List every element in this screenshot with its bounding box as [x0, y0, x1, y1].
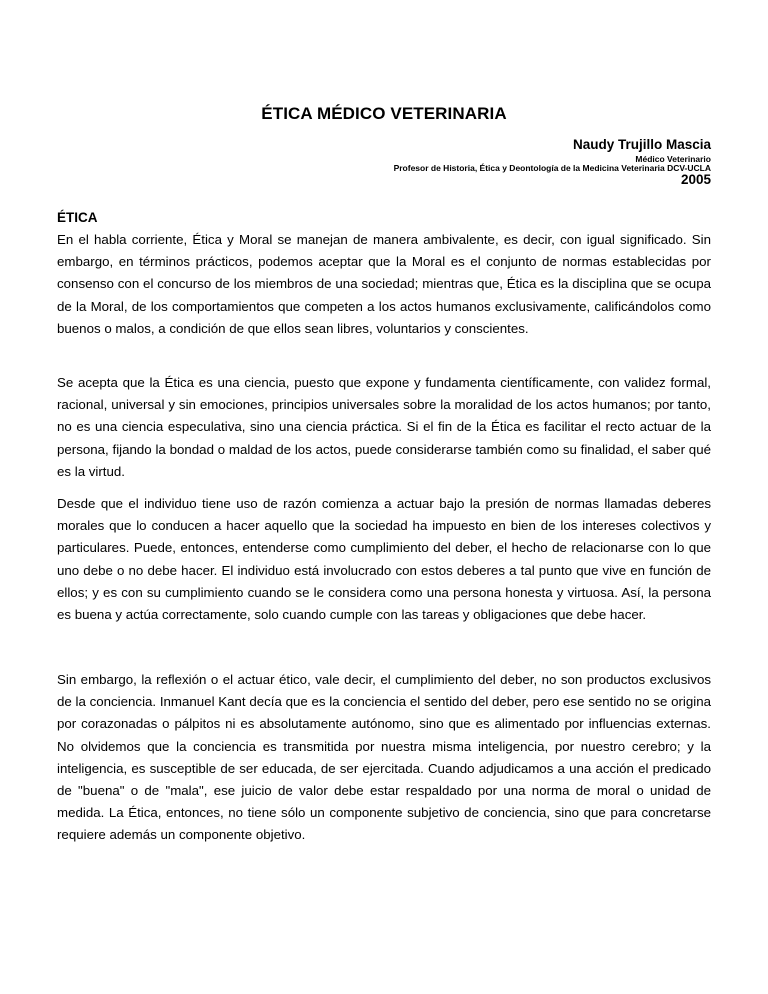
paragraph: Desde que el individuo tiene uso de razón comienza a actuar bajo la presión de normas llamadas deberes morales que lo conducen a hacer aquello que la sociedad ha impuesto en bien de los intereses colectivos y particulares. Puede, entonces, entenderse como cumplimiento del deber, el hecho de relacionarse con lo que uno debe o no debe hacer. El individuo está involucrado con estos deberes a tal punto que vive en función de ellos; y es con su cumplimiento cuando se le considera como una persona honesta y virtuosa. Así, la persona es buena y actúa correctamente, solo cuando cumple con las tareas y obligaciones que debe hacer. [57, 496, 711, 623]
author-name: Naudy Trujillo Mascia [572, 137, 711, 152]
paragraph: Se acepta que la Ética es una ciencia, puesto que expone y fundamenta científicamente, con validez formal, racional, universal y sin emociones, principios universales sobre la moralidad de los actos humanos; por tanto, no es una ciencia especulativa, sino una ciencia práctica. Si el fin de la Ética es facilitar el recto actuar de la persona, fijando la bondad o maldad de los actos, puede considerarse también como su finalidad, el saber qué es la virtud. [57, 375, 711, 479]
author-role: Médico Veterinario [635, 154, 711, 164]
section-heading: ÉTICA [57, 210, 98, 225]
document-year: 2005 [680, 172, 711, 187]
document-title: ÉTICA MÉDICO VETERINARIA [261, 104, 507, 123]
document-page [57, 0, 711, 994]
paragraph: En el habla corriente, Ética y Moral se manejan de manera ambivalente, es decir, con igual significado. Sin embargo, en términos prácticos, podemos aceptar que la Moral es el conjunto de normas establecidas por consenso con el concurso de los miembros de una sociedad; mientras que, Ética es la disciplina que se ocupa de la Moral, de los comportamientos que competen a los actos humanos exclusivamente, calificándolos como buenos o malos, a condición de que ellos sean libres, voluntarios y conscientes. [57, 232, 711, 336]
paragraph: Sin embargo, la reflexión o el actuar ético, vale decir, el cumplimiento del deber, no son productos exclusivos de la conciencia. Inmanuel Kant decía que es la conciencia el sentido del deber, pero ese sentido no se origina por corazonadas o pálpitos ni es absolutamente autónomo, sino que es alimentado por influencias externas. No olvidemos que la conciencia es transmitida por nuestra misma inteligencia, por nuestro cerebro; y la inteligencia, es susceptible de ser educada, de ser ejercitada. Cuando adjudicamos a una acción el predicado de "buena" o de "mala", ese juicio de valor debe estar respaldado por una norma de moral o unidad de medida. La Ética, entonces, no tiene sólo un componente subjetivo de conciencia, sino que para concretarse requiere además un componente objetivo. [57, 672, 711, 843]
author-position: Profesor de Historia, Ética y Deontología de la Medicina Veterinaria DCV-UCLA [393, 163, 711, 173]
